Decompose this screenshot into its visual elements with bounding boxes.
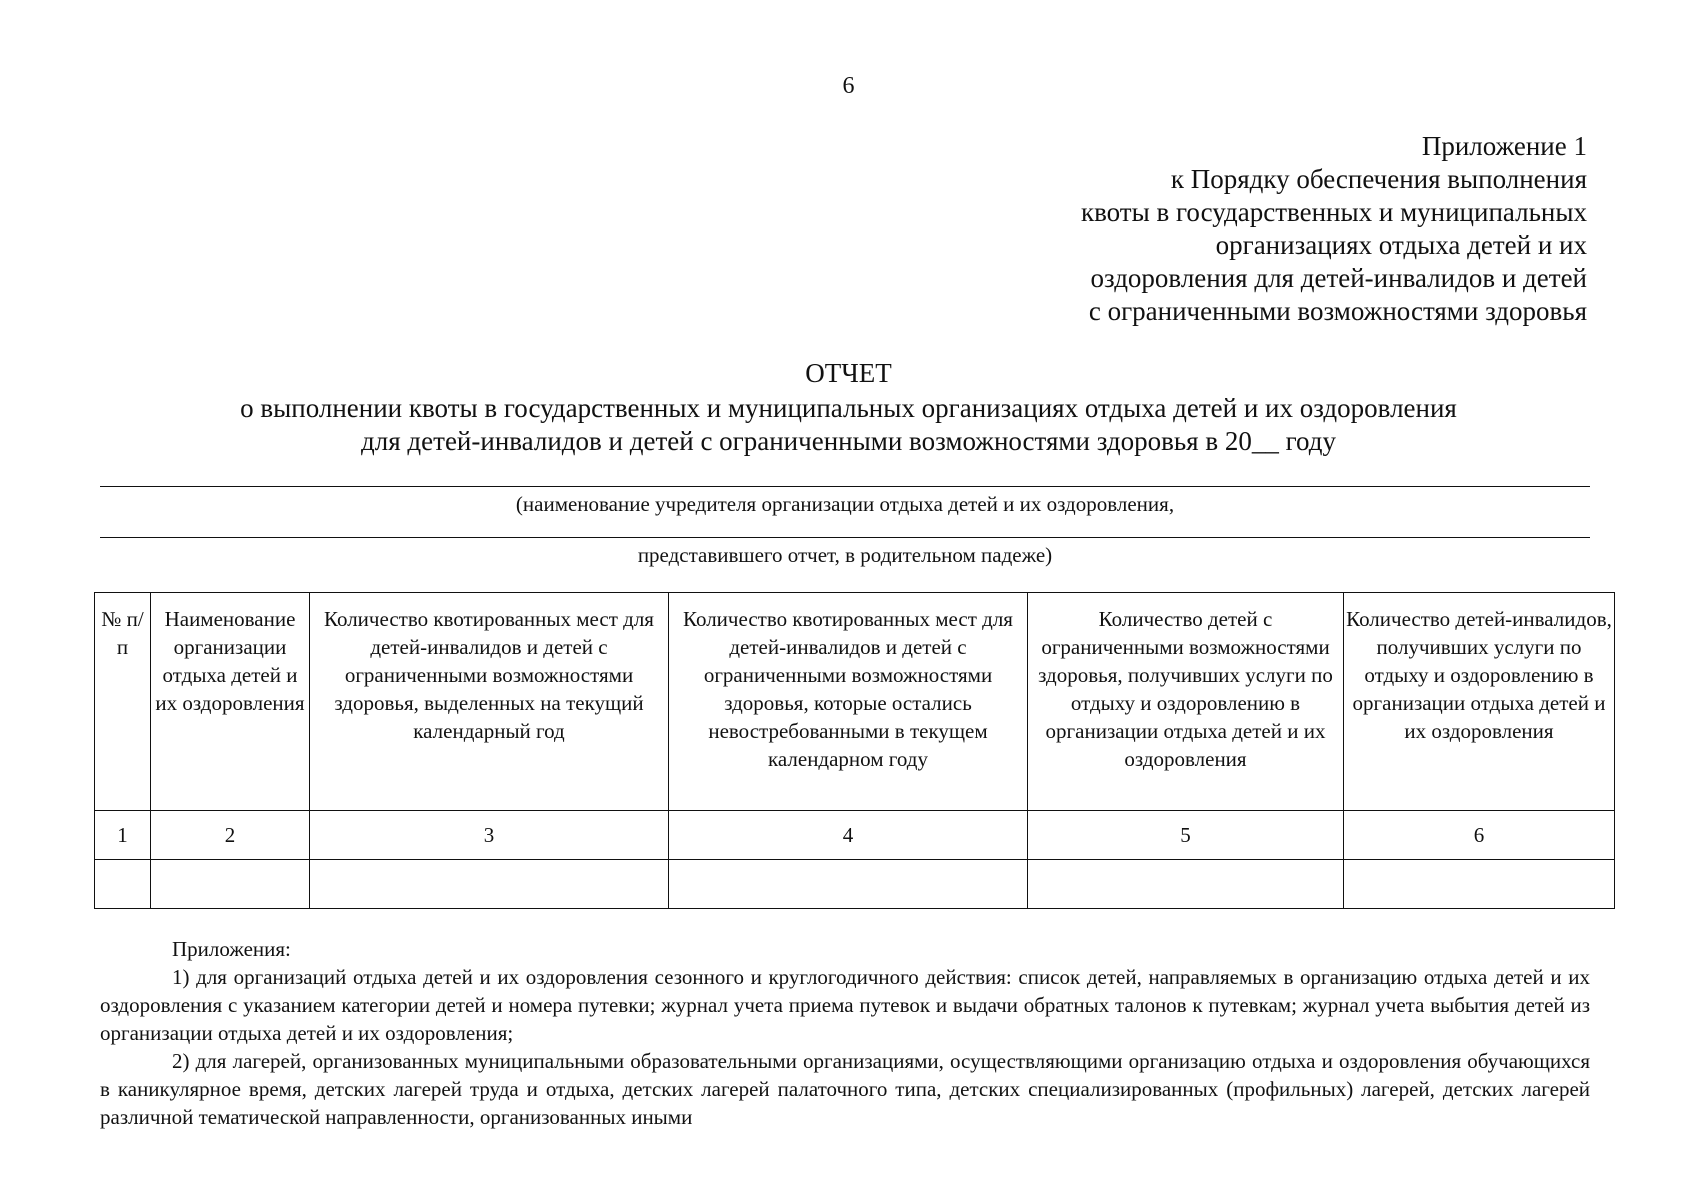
column-header: Количество квотированных мест для детей-инвалидов и детей с ограниченными возможностями здоровья, которые остались невостребованными в текущем календарном году <box>669 593 1028 811</box>
appendix-header-line: организациях отдыха детей и их <box>1215 230 1587 260</box>
founder-caption-line: представившего отчет, в родительном падеже) <box>637 543 1053 567</box>
table-cell <box>1344 860 1615 909</box>
column-number-row <box>95 811 1615 860</box>
appendix-header <box>887 130 1587 328</box>
appendix-header-line: оздоровления для детей-инвалидов и детей <box>1090 263 1587 293</box>
column-number: 6 <box>1344 811 1615 860</box>
report-table <box>94 592 1615 909</box>
column-number: 4 <box>669 811 1028 860</box>
column-number: 1 <box>95 811 151 860</box>
table-cell <box>669 860 1028 909</box>
appendix-header-line: с ограниченными возможностями здоровья <box>1088 296 1587 326</box>
table-row <box>95 860 1615 909</box>
appendix-header-line: к Порядку обеспечения выполнения <box>1170 164 1587 194</box>
table-header-row <box>95 593 1615 811</box>
page-number: 6 <box>842 73 855 99</box>
report-subtitle <box>100 392 1597 458</box>
column-number: 2 <box>151 811 310 860</box>
column-number: 3 <box>310 811 669 860</box>
founder-fill-line <box>100 537 1590 538</box>
table-cell <box>310 860 669 909</box>
report-subtitle-line: для детей-инвалидов и детей с ограниченными возможностями здоровья в 20__ году <box>361 426 1336 456</box>
founder-fill-line <box>100 486 1590 487</box>
report-title: ОТЧЕТ <box>805 358 892 388</box>
appendix-header-line: Приложение 1 <box>1421 131 1587 161</box>
attachment-item: 1) для организаций отдыха детей и их оздоровления сезонного и круглогодичного действия: список детей, направляемых в организацию отдыха детей и их оздоровления с указанием категории детей и номера путевки; журнал учета приема путевок и выдачи обратных талонов к путевкам; журнал учета выбытия детей из организации отдыха детей и их оздоровления; <box>100 965 1590 1045</box>
report-subtitle-line: о выполнении квоты в государственных и муниципальных организациях отдыха детей и их оздоровления <box>240 393 1457 423</box>
attachment-item: 2) для лагерей, организованных муниципальными образовательными организациями, осуществляющими организацию отдыха и оздоровления обучающихся в каникулярное время, детских лагерей труда и отдыха, детских лагерей палаточного типа, детских специализированных (профильных) лагерей, детских лагерей различной тематической направленности, организованных иными <box>100 1049 1590 1129</box>
table-cell <box>151 860 310 909</box>
table-cell <box>1028 860 1344 909</box>
column-header: Наименование организации отдыха детей и их оздоровления <box>151 593 310 811</box>
column-number: 5 <box>1028 811 1344 860</box>
attachments-heading: Приложения: <box>172 937 291 961</box>
attachments-section <box>100 935 1590 1131</box>
column-header: Количество квотированных мест для детей-инвалидов и детей с ограниченными возможностями здоровья, выделенных на текущий календарный год <box>310 593 669 811</box>
table-cell <box>95 860 151 909</box>
appendix-header-line: квоты в государственных и муниципальных <box>1080 197 1587 227</box>
column-header: Количество детей-инвалидов, получивших услуги по отдыху и оздоровлению в организации отдыха детей и их оздоровления <box>1344 593 1615 811</box>
column-header: Количество детей с ограниченными возможностями здоровья, получивших услуги по отдыху и оздоровлению в организации отдыха детей и их оздоровления <box>1028 593 1344 811</box>
founder-caption-line: (наименование учредителя организации отдыха детей и их оздоровления, <box>515 492 1175 516</box>
column-header: № п/п <box>95 593 151 811</box>
